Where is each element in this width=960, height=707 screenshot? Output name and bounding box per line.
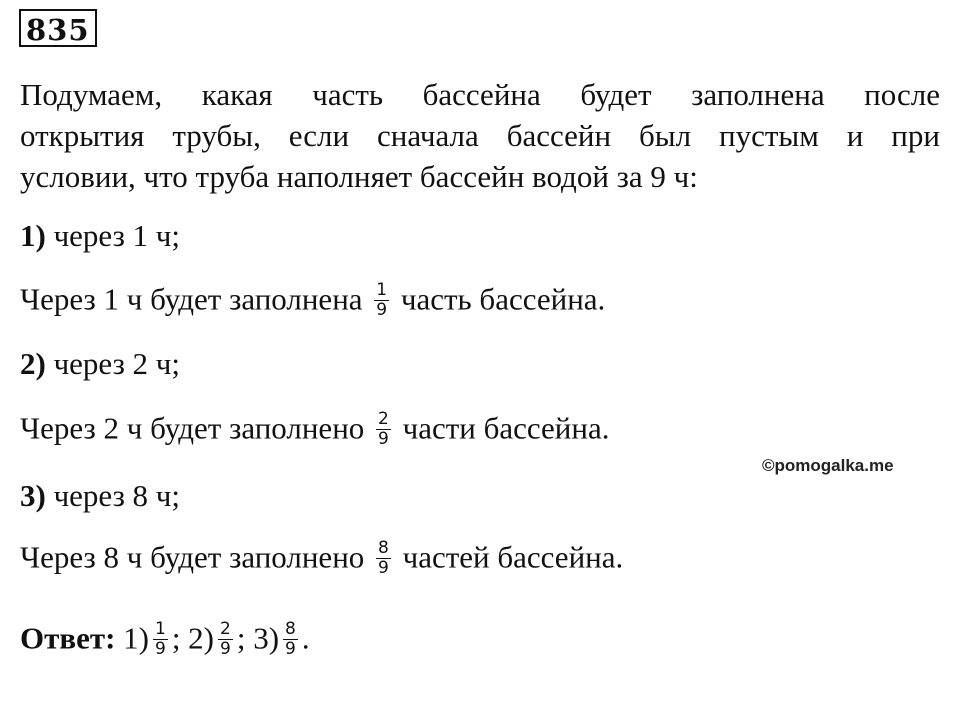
step-1-fraction — [374, 281, 389, 320]
answer-fraction-1 — [153, 620, 168, 659]
step-1-label: 1) — [20, 218, 46, 253]
answer-fraction-2 — [218, 620, 233, 659]
answer-line — [20, 619, 310, 661]
step-2-fraction-numerator: 2 — [378, 409, 389, 429]
step-3-fraction-denominator: 9 — [378, 558, 389, 578]
watermark: ©pomogalka.me — [762, 456, 894, 475]
answer-part-2: ; 2) — [171, 620, 214, 656]
step-3-answer-before: Через 8 ч будет заполнено — [20, 539, 365, 575]
step-1-answer-before: Через 1 ч будет заполнена — [20, 281, 363, 317]
intro-line-2: открытия трубы, если сначала бассейн был пустым и при — [20, 118, 940, 153]
step-2-question-text: через 2 ч; — [45, 346, 181, 381]
step-3-fraction — [376, 539, 391, 578]
answer-fraction-3-numerator: 8 — [285, 619, 296, 639]
step-1-answer-after: часть бассейна. — [400, 281, 606, 317]
step-2-fraction — [376, 410, 391, 449]
step-1-fraction-denominator: 9 — [376, 300, 388, 320]
step-3-fraction-numerator: 8 — [378, 538, 389, 558]
step-2-label: 2) — [20, 346, 46, 381]
answer-label: Ответ: — [20, 620, 116, 656]
answer-part-1: 1) — [115, 620, 149, 656]
intro-paragraph — [20, 74, 940, 197]
step-3-question-text: через 8 ч; — [45, 478, 181, 513]
step-1-fraction-numerator: 1 — [376, 280, 388, 300]
intro-line-3: условии, что труба наполняет бассейн водой за 9 ч: — [20, 159, 698, 194]
step-2-fraction-denominator: 9 — [378, 429, 389, 449]
answer-part-3: ; 3) — [236, 620, 280, 656]
intro-line-1: Подумаем, какая часть бассейна будет заполнена после — [20, 77, 940, 112]
answer-fraction-2-numerator: 2 — [220, 619, 231, 639]
step-1-question — [20, 220, 180, 251]
task-number: 835 — [19, 9, 97, 47]
step-2-answer-after: части бассейна. — [402, 410, 610, 446]
answer-end: . — [301, 620, 310, 656]
step-3-question — [20, 480, 180, 511]
step-1-answer — [20, 280, 606, 322]
step-2-answer-before: Через 2 ч будет заполнено — [20, 410, 365, 446]
step-2-answer — [20, 409, 610, 451]
answer-fraction-2-denominator: 9 — [220, 639, 231, 659]
step-2-question — [20, 348, 180, 379]
step-3-label: 3) — [20, 478, 46, 513]
answer-fraction-1-numerator: 1 — [154, 619, 166, 639]
step-3-answer-after: частей бассейна. — [402, 539, 624, 575]
answer-fraction-3-denominator: 9 — [285, 639, 296, 659]
answer-fraction-3 — [283, 620, 298, 659]
step-3-answer — [20, 538, 624, 580]
answer-fraction-1-denominator: 9 — [154, 639, 166, 659]
step-1-question-text: через 1 ч; — [45, 218, 181, 253]
